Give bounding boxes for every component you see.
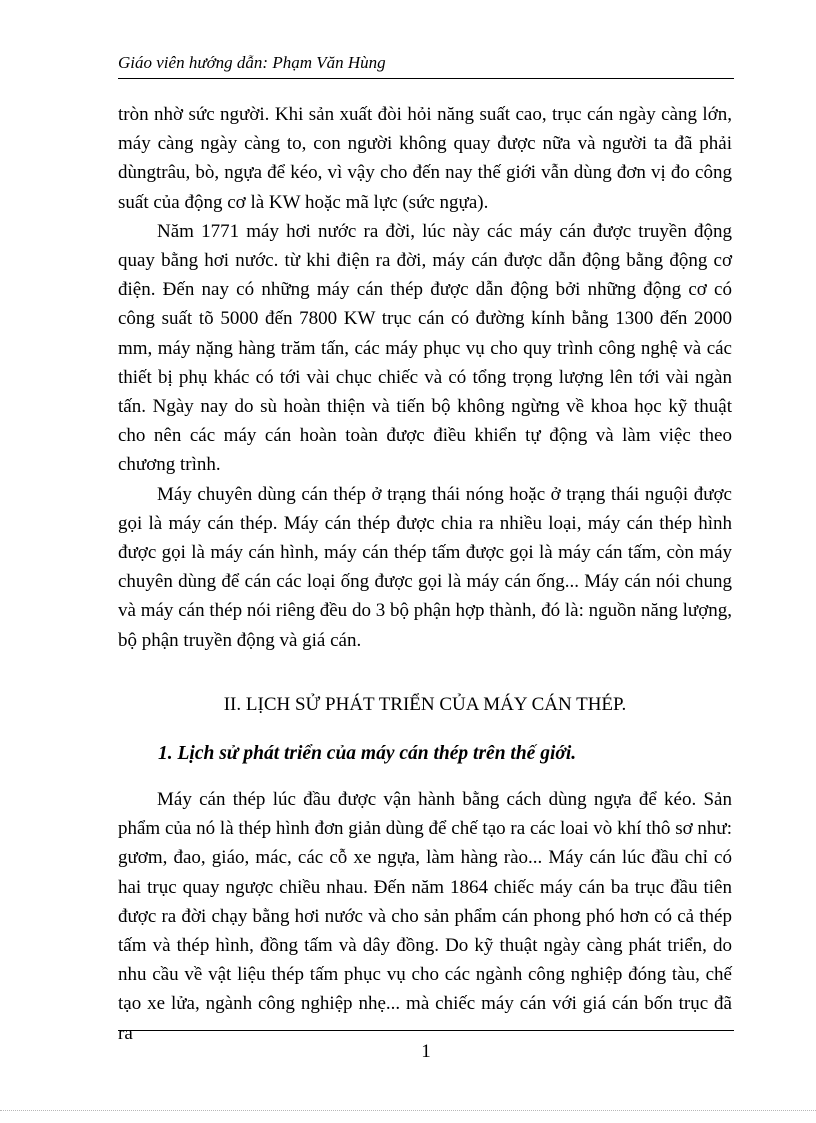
page-number: 1	[421, 1041, 431, 1062]
subsection-heading: 1. Lịch sử phát triển của máy cán thép trên thế giới.	[158, 743, 577, 764]
paragraph-1: tròn nhờ sức người. Khi sản xuất đòi hỏi năng suất cao, trục cán ngày càng lớn, máy càng ngày càng to, con người không quay được nữa và người ta đã phải dùngtrâu, bò, ngựa để kéo, vì vậy cho đến nay thế giới vẫn dùng đơn vị đo công suất của động cơ là KW hoặc mã lực (sức ngựa).	[118, 104, 732, 213]
header-text: Giáo viên hướng dẫn: Phạm Văn Hùng	[118, 53, 386, 72]
page-header	[118, 52, 734, 79]
body-text	[118, 100, 732, 655]
paragraph-3: Máy chuyên dùng cán thép ở trạng thái nóng hoặc ở trạng thái nguội được gọi là máy cán thép. Máy cán thép được chia ra nhiều loại, máy cán thép hình được gọi là máy cán hình, máy cán thép tấm được gọi là máy cán tấm, còn máy chuyên dùng để cán các loại ống được gọi là máy cán ống... Máy cán nói chung và máy cán thép nói riêng đều do 3 bộ phận hợp thành, đó là: nguồn năng lượng, bộ phận truyền động và giá cán.	[118, 483, 732, 651]
section-paragraph: Máy cán thép lúc đầu được vận hành bằng cách dùng ngựa để kéo. Sản phẩm của nó là thép hình đơn giản dùng để chế tạo ra các loai vò khí thô sơ như: gươm, đao, giáo, mác, các cỗ xe ngựa, làm hàng rào... Máy cán lúc đầu chỉ có hai trục quay ngược chiều nhau. Đến năm 1864 chiếc máy cán ba trục đầu tiên được ra đời chạy bằng hơi nước và cho sản phẩm cán phong phó hơn có cả thép tấm và thép hình, đồng tấm và dây đồng. Do kỹ thuật ngày càng phát triển, do nhu cầu về vật liệu thép tấm phục vụ cho các ngành công nghiệp đóng tàu, chế tạo xe lửa, ngành công nghiệp nhẹ... mà chiếc máy cán với giá cán bốn trục đã ra	[118, 789, 732, 1044]
page-edge-divider	[0, 1110, 816, 1111]
section-heading: II. LỊCH SỬ PHÁT TRIỂN CỦA MÁY CÁN THÉP.	[223, 694, 627, 715]
footer-rule	[118, 1030, 734, 1031]
section-body	[118, 785, 732, 1048]
paragraph-2: Năm 1771 máy hơi nước ra đời, lúc này các máy cán được truyền động quay bằng hơi nước. từ khi điện ra đời, máy cán được dẫn động bằng động cơ điện. Đến nay có những máy cán thép được dẫn động bởi những động cơ có công suất tõ 5000 đến 7800 KW trục cán có đường kính bằng 1300 đến 2000 mm, máy nặng hàng trăm tấn, các máy phục vụ cho quy trình công nghệ và các thiết bị phụ khác có tới vài chục chiếc và có tổng trọng lượng lên tới vài ngàn tấn. Ngày nay do sù hoàn thiện và tiến bộ không ngừng về khoa học kỹ thuật cho nên các máy cán hoàn toàn được điều khiển tự động và làm việc theo chương trình.	[118, 220, 732, 476]
